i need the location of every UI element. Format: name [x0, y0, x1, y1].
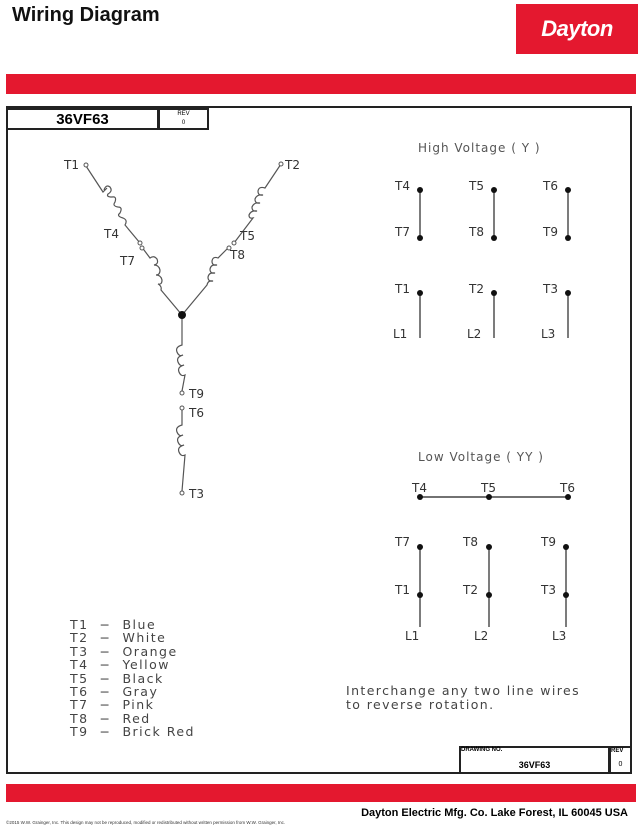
coil-center-t9	[177, 315, 185, 391]
rev-value: 0	[181, 120, 186, 126]
lv-label-l3: L3	[552, 629, 567, 643]
coil-t6-t3	[177, 410, 185, 491]
hv-dot-t4	[417, 187, 423, 193]
legend-row-t9: T9 − Brick Red	[70, 724, 195, 740]
company-address: Dayton Electric Mfg. Co. Lake Forest, IL 60045 USA	[361, 807, 628, 819]
hv-label-l2: L2	[467, 327, 482, 341]
wye-center-node	[178, 311, 186, 319]
lv-dot-t1	[417, 592, 423, 598]
lv-dot-t7	[417, 544, 423, 550]
copyright-notice: ©2015 W.W. Grainger, Inc. This design may not be reproduced, modified or redistributed without written permission from W.W. Grainger, Inc.	[6, 820, 286, 825]
legend-row-t8: T8 − Red	[70, 710, 151, 726]
lv-label-t5: T5	[481, 481, 496, 495]
legend-row-t1: T1 − Blue	[70, 617, 157, 632]
legend-row-t6: T6 − Gray	[70, 684, 159, 700]
drawing-number-label: DRAWING NO.	[461, 747, 503, 753]
high-voltage-jumpers	[420, 190, 568, 338]
coil-t8-center	[182, 247, 229, 315]
wye-label-t9: T9	[189, 387, 204, 401]
legend-row-t5: T5 − Black	[70, 670, 164, 686]
footer-rev-label: REV	[611, 748, 624, 754]
dayton-logo: Dayton	[516, 4, 638, 54]
rotation-note-line1: Interchange any two line wires	[346, 683, 581, 698]
hv-label-t3: T3	[543, 282, 558, 296]
legend-row-t2: T2 − White	[70, 630, 167, 646]
hv-label-l1: L1	[393, 327, 408, 341]
terminal-t5-dot	[232, 241, 236, 245]
terminal-t6-dot	[180, 406, 184, 410]
page-title: Wiring Diagram	[12, 4, 160, 26]
terminal-t3-dot	[180, 491, 184, 495]
hv-dot-t7	[417, 235, 423, 241]
terminal-t9-dot	[180, 391, 184, 395]
lv-dot-t9	[563, 544, 569, 550]
lv-dot-t2	[486, 592, 492, 598]
wye-label-t8: T8	[230, 248, 245, 262]
wye-label-t3: T3	[189, 487, 204, 501]
hv-dot-t8	[491, 235, 497, 241]
hv-label-t5: T5	[469, 179, 484, 193]
terminal-t1-dot	[84, 163, 88, 167]
wye-label-t4: T4	[104, 227, 119, 241]
rotation-note-line2: to reverse rotation.	[346, 697, 495, 712]
hv-label-t8: T8	[469, 225, 484, 239]
model-number: 36VF63	[6, 108, 159, 130]
rotation-note	[346, 684, 580, 712]
high-voltage-title: High Voltage ( Y )	[418, 141, 541, 155]
wye-label-t6: T6	[189, 406, 204, 420]
high-voltage-labels	[393, 179, 558, 341]
footer-rev-value: 0	[618, 761, 623, 768]
drawing-number-value: 36VF63	[518, 760, 551, 770]
lv-label-t2: T2	[463, 583, 478, 597]
rev-label: REV	[177, 111, 190, 117]
hv-label-t1: T1	[395, 282, 410, 296]
lv-label-t1: T1	[395, 583, 410, 597]
lv-dot-t3	[563, 592, 569, 598]
lv-label-t9: T9	[541, 535, 556, 549]
lv-dot-t8	[486, 544, 492, 550]
hv-label-t7: T7	[395, 225, 410, 239]
legend-row-t4: T4 − Yellow	[70, 657, 170, 673]
low-voltage-labels	[394, 481, 575, 643]
lv-label-t7: T7	[395, 535, 410, 549]
wye-wires	[86, 164, 281, 491]
lv-label-t8: T8	[463, 535, 478, 549]
hv-label-t2: T2	[469, 282, 484, 296]
terminal-t7-dot	[140, 246, 144, 250]
coil-t7-center	[141, 246, 182, 315]
hv-dot-t1	[417, 290, 423, 296]
hv-dot-t3	[565, 290, 571, 296]
wye-label-t2: T2	[285, 158, 300, 172]
hv-label-t6: T6	[543, 179, 558, 193]
hv-dot-t6	[565, 187, 571, 193]
terminal-t4-dot	[138, 241, 142, 245]
hv-dot-t2	[491, 290, 497, 296]
lv-label-l1: L1	[405, 629, 420, 643]
legend-row-t3: T3 − Orange	[70, 643, 178, 659]
bottom-red-bar	[6, 784, 636, 802]
terminal-t2-dot	[279, 162, 283, 166]
low-voltage-title: Low Voltage ( YY )	[418, 450, 544, 464]
lead-color-legend	[70, 618, 195, 739]
wye-label-t5: T5	[240, 229, 255, 243]
hv-label-t9: T9	[543, 225, 558, 239]
hv-dot-t5	[491, 187, 497, 193]
low-voltage-jumpers	[420, 497, 568, 627]
hv-label-l3: L3	[541, 327, 556, 341]
hv-label-t4: T4	[395, 179, 410, 193]
hv-dot-t9	[565, 235, 571, 241]
wye-label-t1: T1	[64, 158, 79, 172]
lv-label-l2: L2	[474, 629, 489, 643]
lv-label-t4: T4	[412, 481, 427, 495]
wye-label-t7: T7	[120, 254, 135, 268]
legend-row-t7: T7 − Pink	[70, 697, 155, 713]
lv-label-t3: T3	[541, 583, 556, 597]
lv-label-t6: T6	[560, 481, 575, 495]
